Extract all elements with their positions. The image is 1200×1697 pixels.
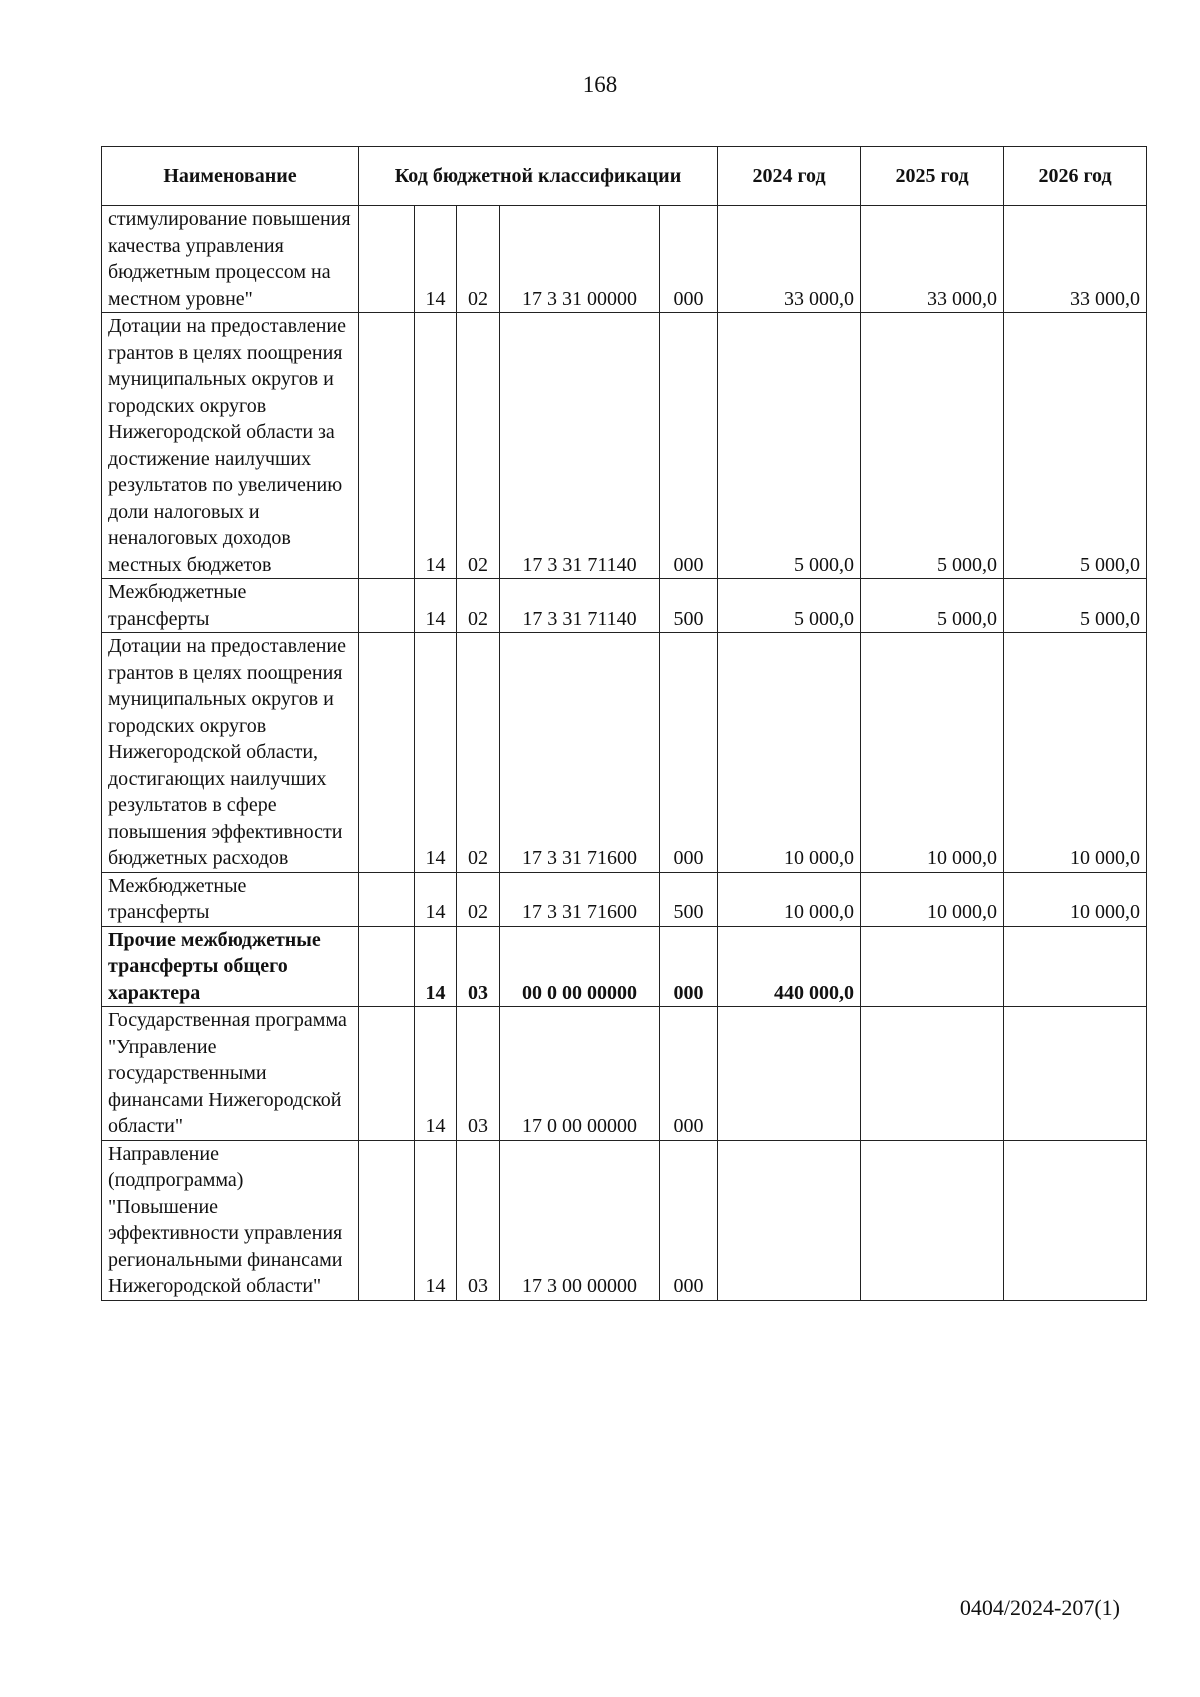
table-row: [102, 579, 1147, 633]
code-section: 14: [415, 206, 457, 313]
table-row: [102, 313, 1147, 579]
code-blank: [359, 313, 415, 579]
code-subsection: 03: [457, 926, 500, 1007]
code-target-article: 17 0 00 00000: [500, 1007, 660, 1141]
header-2024: 2024 год: [718, 147, 861, 206]
value-2025: [861, 1007, 1004, 1141]
row-name: Дотации на предоставление грантов в целях поощрения муниципальных округов и городских округов Нижегородской области за достижение наилучших результатов по увеличению доли налоговых и неналоговых доходов местных бюджетов: [102, 313, 359, 579]
value-2024: 5 000,0: [718, 579, 861, 633]
header-2026: 2026 год: [1004, 147, 1147, 206]
row-name: Дотации на предоставление грантов в целях поощрения муниципальных округов и городских округов Нижегородской области, достигающих наилучших результатов в сфере повышения эффективности бюджетных расходов: [102, 633, 359, 873]
value-2024: [718, 1140, 861, 1300]
code-blank: [359, 1007, 415, 1141]
table-row: [102, 1007, 1147, 1141]
value-2025: 5 000,0: [861, 579, 1004, 633]
value-2024: 10 000,0: [718, 633, 861, 873]
value-2025: 10 000,0: [861, 872, 1004, 926]
header-2025: 2025 год: [861, 147, 1004, 206]
value-2024: 10 000,0: [718, 872, 861, 926]
code-target-article: 17 3 31 71140: [500, 313, 660, 579]
table-row: [102, 633, 1147, 873]
code-expense-type: 500: [660, 579, 718, 633]
code-expense-type: 500: [660, 872, 718, 926]
value-2026: 5 000,0: [1004, 313, 1147, 579]
code-target-article: 17 3 31 00000: [500, 206, 660, 313]
code-subsection: 02: [457, 579, 500, 633]
code-section: 14: [415, 313, 457, 579]
document-code: 0404/2024-207(1): [959, 1595, 1120, 1620]
code-blank: [359, 206, 415, 313]
code-expense-type: 000: [660, 313, 718, 579]
row-name: Прочие межбюджетные трансферты общего характера: [102, 926, 359, 1007]
value-2026: [1004, 1140, 1147, 1300]
code-subsection: 03: [457, 1140, 500, 1300]
code-subsection: 02: [457, 872, 500, 926]
row-name: Межбюджетные трансферты: [102, 872, 359, 926]
code-blank: [359, 1140, 415, 1300]
table-row: [102, 206, 1147, 313]
code-section: 14: [415, 1007, 457, 1141]
code-subsection: 02: [457, 206, 500, 313]
code-blank: [359, 926, 415, 1007]
value-2026: [1004, 926, 1147, 1007]
code-target-article: 17 3 31 71600: [500, 633, 660, 873]
code-section: 14: [415, 872, 457, 926]
value-2025: [861, 926, 1004, 1007]
row-name: стимулирование повышения качества управления бюджетным процессом на местном уровне": [102, 206, 359, 313]
code-expense-type: 000: [660, 1140, 718, 1300]
value-2025: 5 000,0: [861, 313, 1004, 579]
code-subsection: 03: [457, 1007, 500, 1141]
value-2026: [1004, 1007, 1147, 1141]
value-2026: 10 000,0: [1004, 633, 1147, 873]
row-name: Государственная программа "Управление государственными финансами Нижегородской области": [102, 1007, 359, 1141]
header-code: Код бюджетной классификации: [359, 147, 718, 206]
table-row: [102, 872, 1147, 926]
code-section: 14: [415, 1140, 457, 1300]
header-name: Наименование: [102, 147, 359, 206]
value-2026: 10 000,0: [1004, 872, 1147, 926]
table-header-row: [102, 147, 1147, 206]
value-2026: 5 000,0: [1004, 579, 1147, 633]
code-section: 14: [415, 633, 457, 873]
code-blank: [359, 579, 415, 633]
value-2024: 440 000,0: [718, 926, 861, 1007]
value-2025: 10 000,0: [861, 633, 1004, 873]
code-target-article: 00 0 00 00000: [500, 926, 660, 1007]
code-subsection: 02: [457, 313, 500, 579]
code-blank: [359, 633, 415, 873]
code-expense-type: 000: [660, 206, 718, 313]
code-target-article: 17 3 31 71140: [500, 579, 660, 633]
value-2024: [718, 1007, 861, 1141]
code-expense-type: 000: [660, 926, 718, 1007]
code-section: 14: [415, 579, 457, 633]
table-row: [102, 1140, 1147, 1300]
row-name: Межбюджетные трансферты: [102, 579, 359, 633]
value-2026: 33 000,0: [1004, 206, 1147, 313]
budget-table: [101, 146, 1147, 1301]
code-blank: [359, 872, 415, 926]
code-expense-type: 000: [660, 1007, 718, 1141]
value-2025: [861, 1140, 1004, 1300]
page-number: 168: [582, 72, 618, 97]
value-2024: 5 000,0: [718, 313, 861, 579]
code-subsection: 02: [457, 633, 500, 873]
code-target-article: 17 3 00 00000: [500, 1140, 660, 1300]
table-row-section-total: [102, 926, 1147, 1007]
row-name: Направление (подпрограмма) "Повышение эффективности управления региональными финансами Нижегородской области": [102, 1140, 359, 1300]
value-2024: 33 000,0: [718, 206, 861, 313]
code-target-article: 17 3 31 71600: [500, 872, 660, 926]
code-section: 14: [415, 926, 457, 1007]
code-expense-type: 000: [660, 633, 718, 873]
value-2025: 33 000,0: [861, 206, 1004, 313]
